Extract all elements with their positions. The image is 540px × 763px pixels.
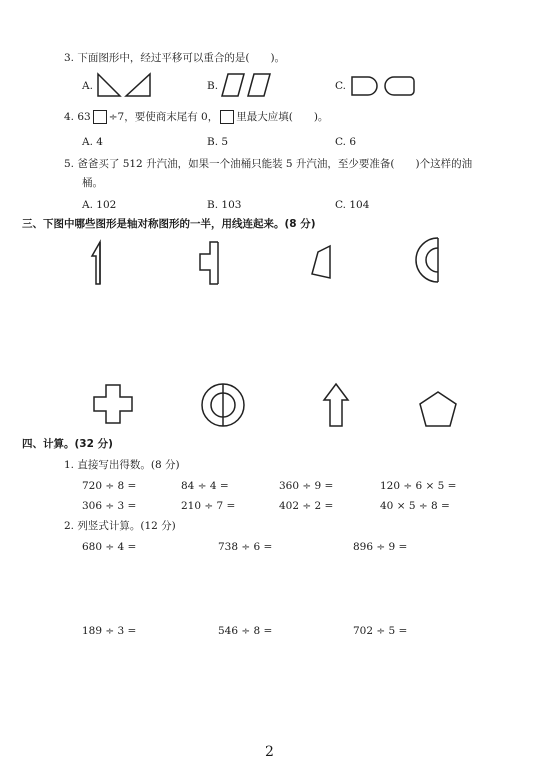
q3-option-c-rounded-shapes-icon xyxy=(350,75,416,97)
q5-option-a: A. 102 xyxy=(82,199,117,211)
double-ring-shape xyxy=(200,382,246,428)
vertical-calc-1-3: 896 ÷ 9 = xyxy=(353,541,408,553)
q5-stem-line2: 桶。 xyxy=(82,177,103,189)
q4-blank-box-1 xyxy=(93,110,107,124)
q4-stem-part-c: 里最大应填( )。 xyxy=(236,111,329,123)
q4-stem-part-b: ÷7，要使商末尾有 0， xyxy=(108,111,219,123)
page-number: 2 xyxy=(265,744,274,760)
q3-option-a-label: A. xyxy=(82,80,93,92)
vertical-calc-1-2: 738 ÷ 6 = xyxy=(218,541,273,553)
calc-1-1: 720 ÷ 8 = xyxy=(82,480,137,492)
half-arrow-shape xyxy=(88,240,118,288)
q4-option-c: C. 6 xyxy=(335,136,357,148)
q4-option-a: A. 4 xyxy=(82,136,103,148)
q4-stem-part-a: 4. 63 xyxy=(64,111,91,123)
q4-blank-box-2 xyxy=(220,110,234,124)
part1-title: 1. 直接写出得数。(8 分) xyxy=(64,459,180,471)
pentagon-shape xyxy=(418,390,458,428)
calc-2-2: 210 ÷ 7 = xyxy=(181,500,236,512)
vertical-calc-2-2: 546 ÷ 8 = xyxy=(218,625,273,637)
q3-option-c-label: C. xyxy=(335,80,346,92)
q3-stem: 3. 下面图形中，经过平移可以重合的是( )。 xyxy=(64,52,286,64)
calc-1-3: 360 ÷ 9 = xyxy=(279,480,334,492)
calc-1-2: 84 ÷ 4 = xyxy=(181,480,229,492)
calc-2-4: 40 × 5 ÷ 8 = xyxy=(380,500,450,512)
vertical-calc-2-1: 189 ÷ 3 = xyxy=(82,625,137,637)
q4-stem xyxy=(64,110,328,124)
q5-option-c: C. 104 xyxy=(335,199,370,211)
calc-2-3: 402 ÷ 2 = xyxy=(279,500,334,512)
vertical-calc-1-1: 680 ÷ 4 = xyxy=(82,541,137,553)
calc-1-4: 120 ÷ 6 × 5 = xyxy=(380,480,457,492)
cross-shape xyxy=(92,383,136,427)
half-cross-shape xyxy=(196,240,226,288)
q4-option-b: B. 5 xyxy=(207,136,229,148)
q3-option-a-triangles-icon xyxy=(96,72,152,98)
q5-stem-line1: 5. 爸爸买了 512 升汽油，如果一个油桶只能装 5 升汽油，至少要准备( )个这样的油 xyxy=(64,158,473,170)
q5-option-b: B. 103 xyxy=(207,199,242,211)
part2-title: 2. 列竖式计算。(12 分) xyxy=(64,520,176,532)
vertical-calc-2-3: 702 ÷ 5 = xyxy=(353,625,408,637)
half-pentagon-shape xyxy=(306,240,336,288)
section4-title: 四、计算。(32 分) xyxy=(22,438,113,450)
calc-2-1: 306 ÷ 3 = xyxy=(82,500,137,512)
q3-option-b-label: B. xyxy=(207,80,219,92)
section3-title: 三、下图中哪些图形是轴对称图形的一半，用线连起来。(8 分) xyxy=(22,218,316,230)
up-arrow-shape xyxy=(322,382,352,428)
half-ring-shape xyxy=(416,236,446,288)
q3-option-b-parallelograms-icon xyxy=(220,72,274,98)
